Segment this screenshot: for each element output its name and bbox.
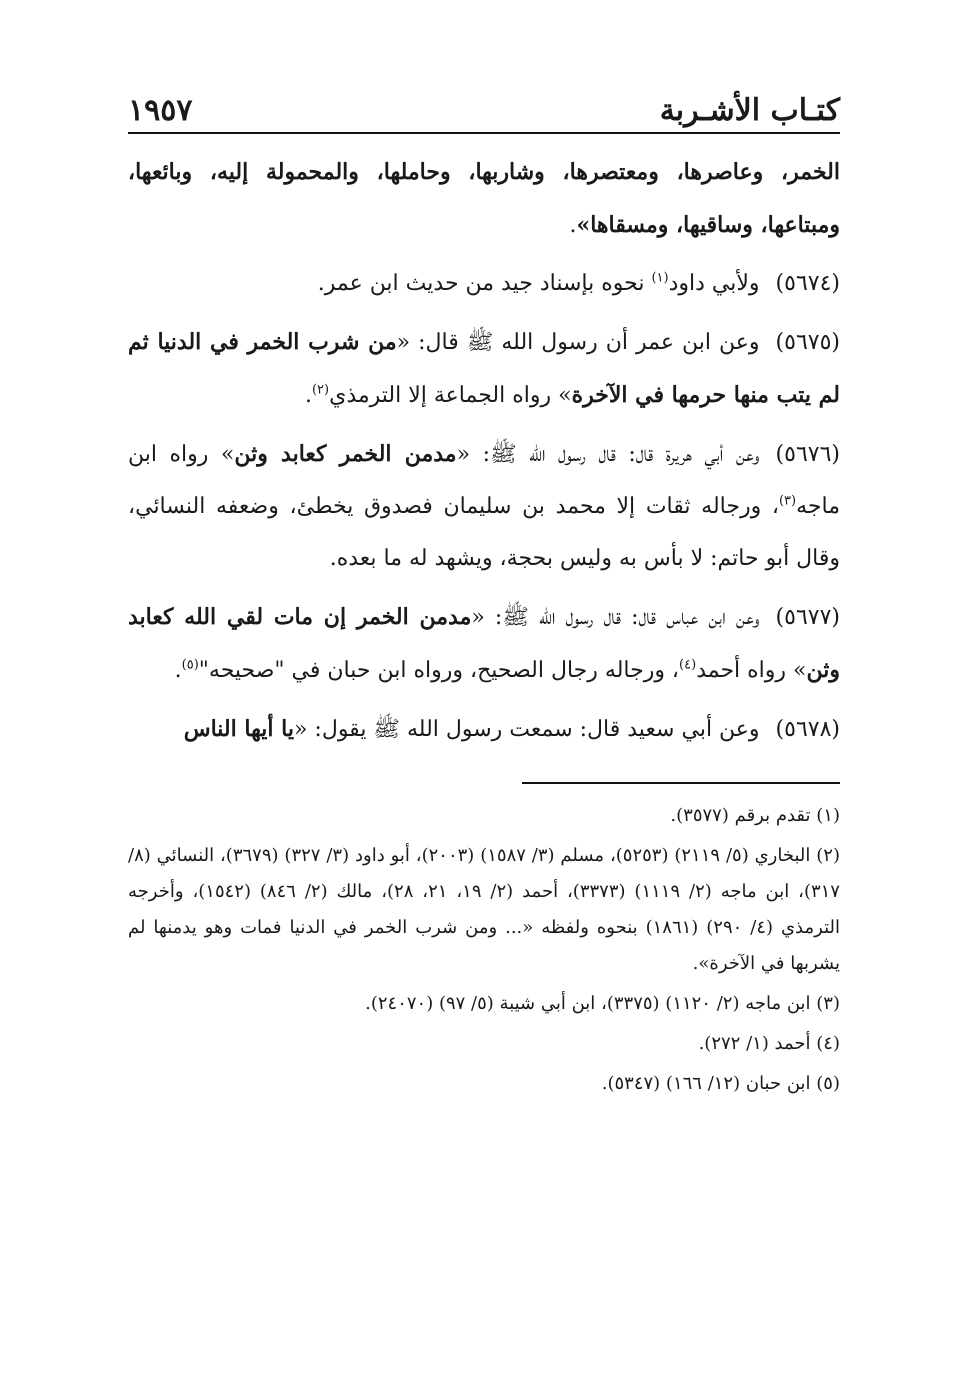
footnote: (٤) أحمد (١/ ٢٧٢). xyxy=(698,1033,840,1054)
chapter-title: كتـاب الأشـربة xyxy=(659,93,840,128)
text-segment: وعن أبي هريرة قال: قال رسول الله ﷺ: « xyxy=(456,442,760,467)
footnote-ref: (٣) xyxy=(778,493,797,509)
footnote-ref: (٥) xyxy=(181,657,199,673)
hadith-paragraph xyxy=(128,316,840,422)
text-segment: وعن ابن عمر أن رسول الله ﷺ قال: « xyxy=(396,330,760,355)
hadith-quote: الخمر، وعاصرها، ومعتصرها، وشاربها، وحاملها، والمحمولة إليه، وبائعها، ومبتاعها، وساقيها، ومسقاها» xyxy=(128,159,840,238)
text-segment: . xyxy=(569,213,577,238)
text-segment: » رواه الجماعة إلا الترمذي xyxy=(329,383,572,408)
footnote-ref: (٤) xyxy=(679,657,697,673)
text-segment: وعن أبي سعيد قال: سمعت رسول الله ﷺ يقول: « xyxy=(293,717,760,742)
text-segment: » رواه ابن ماجه xyxy=(128,442,840,519)
hadith-number: (٥٦٧٦) xyxy=(775,442,840,467)
page-number: ١٩٥٧ xyxy=(128,93,193,128)
text-segment: وعن ابن عباس قال: قال رسول الله ﷺ: « xyxy=(471,605,760,630)
text-segment: ولأبي داود xyxy=(668,271,760,296)
page-header xyxy=(128,88,840,134)
text-segment: » رواه أحمد xyxy=(696,658,807,683)
hadith-quote: من شرب الخمر في الدنيا ثم لم يتب منها حرمها في الآخرة xyxy=(128,329,840,408)
hadith-quote: يا أيها الناس xyxy=(183,716,294,742)
footnote: (٢) البخاري (٥/ ٢١١٩) (٥٢٥٣)، مسلم (٣/ ١٥٨٧) (٢٠٠٣)، أبو داود (٣/ ٣٢٧) (٣٦٧٩)، النسائي (٨/ ٣١٧)، ابن ماجه (٢/ ١١١٩) (٣٣٧٣)، أحمد (٢/ ١٩، ٢١، ٢٨)، مالك (٢/ ٨٤٦) (١٥٤٢)، وأخرجه الترمذي (٤/ ٢٩٠) (١٨٦١) بنحوه ولفظه «... ومن شرب الخمر في الدنيا فمات وهو يدمنها لم يشربها في الآخرة». xyxy=(128,845,840,974)
page xyxy=(128,88,840,1106)
hadith-paragraph xyxy=(128,258,840,310)
text-segment: . xyxy=(304,383,312,408)
hadith-text xyxy=(128,146,840,756)
hadith-number: (٥٦٧٧) xyxy=(775,605,840,630)
hadith-quote: مدمن الخمر كعابد وثن xyxy=(234,441,457,467)
hadith-paragraph xyxy=(128,428,840,585)
hadith-quote: مدمن الخمر إن مات لقي الله كعابد وثن xyxy=(128,604,840,683)
hadith-number: (٥٦٧٥) xyxy=(775,330,840,355)
hadith-paragraph xyxy=(128,591,840,697)
footnote: (١) تقدم برقم (٣٥٧٧). xyxy=(670,805,840,826)
footnote-separator xyxy=(522,782,840,784)
text-segment: . xyxy=(174,658,182,683)
text-segment: ، ورجاله ثقات إلا محمد بن سليمان فصدوق يخطئ، وضعفه النسائي، وقال أبو حاتم: لا بأس به وليس بحجة، ويشهد له ما بعده. xyxy=(128,494,840,571)
footnote: (٣) ابن ماجه (٢/ ١١٢٠) (٣٣٧٥)، ابن أبي شيبة (٥/ ٩٧) (٢٤٠٧٠). xyxy=(365,993,840,1014)
footnote-ref: (٢) xyxy=(311,382,330,398)
footnote: (٥) ابن حبان (١٢/ ١٦٦) (٥٣٤٧). xyxy=(601,1073,840,1094)
text-segment: نحوه بإسناد جيد من حديث ابن عمر. xyxy=(317,271,652,296)
hadith-number: (٥٦٧٤) xyxy=(775,271,840,296)
hadith-number: (٥٦٧٨) xyxy=(775,717,840,742)
text-segment: ، ورجاله رجال الصحيح، ورواه ابن حبان في "صحيحه" xyxy=(198,658,680,683)
hadith-paragraph xyxy=(128,703,840,756)
footnotes xyxy=(128,798,840,1102)
hadith-paragraph xyxy=(128,146,840,252)
footnote-ref: (١) xyxy=(651,270,669,286)
